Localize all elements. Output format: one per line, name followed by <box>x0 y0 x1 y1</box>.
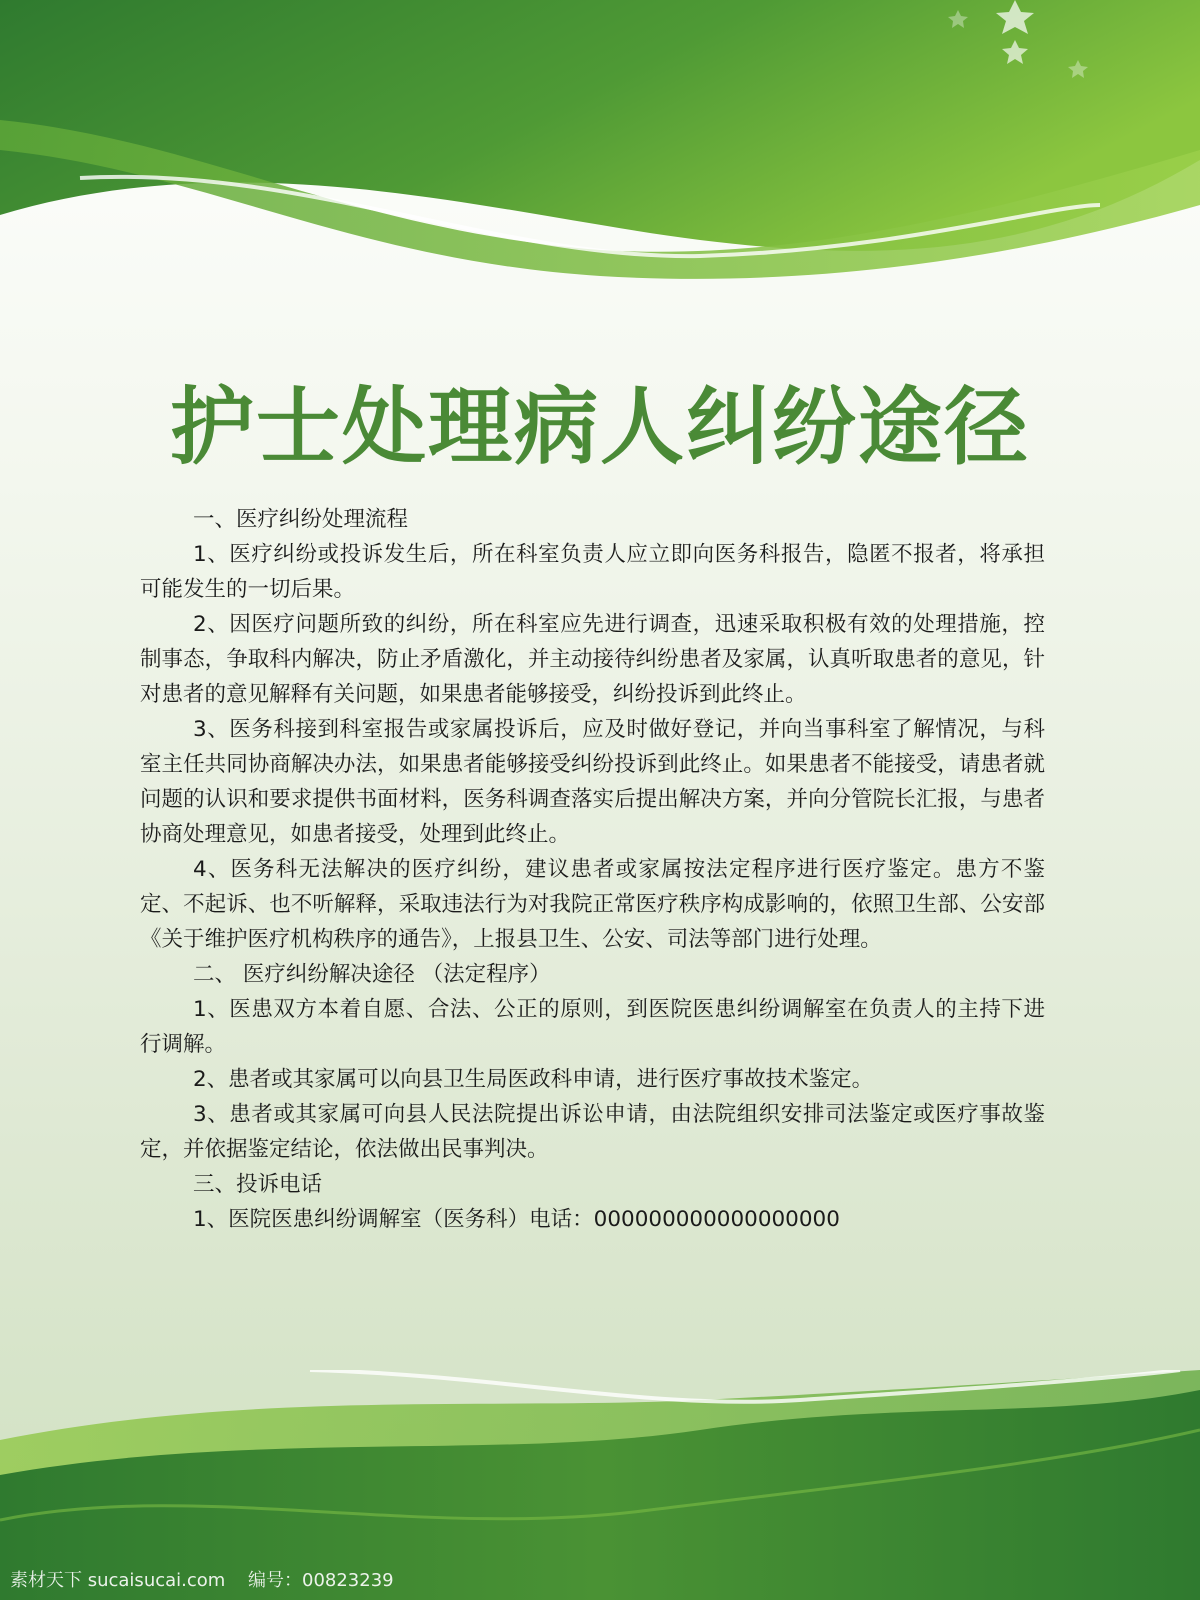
paragraph: 1、医疗纠纷或投诉发生后，所在科室负责人应立即向医务科报告，隐匿不报者，将承担可能发生的一切后果。 <box>140 542 1045 602</box>
paragraph: 3、患者或其家属可向县人民法院提出诉讼申请，由法院组织安排司法鉴定或医疗事故鉴定，并依据鉴定结论，依法做出民事判决。 <box>140 1102 1045 1162</box>
phone-line: 1、医院医患纠纷调解室（医务科）电话：000000000000000000 <box>193 1207 840 1232</box>
document-body <box>140 502 1045 1237</box>
section-heading: 二、 医疗纠纷解决途径 （法定程序） <box>193 962 551 987</box>
section-heading: 三、投诉电话 <box>193 1172 323 1197</box>
watermark <box>0 1556 520 1600</box>
page-title: 护士处理病人纠纷途径 <box>169 377 1030 476</box>
watermark-id: 编号：00823239 <box>248 1570 394 1591</box>
paragraph: 2、因医疗问题所致的纠纷，所在科室应先进行调查，迅速采取积极有效的处理措施，控制事态，争取科内解决，防止矛盾激化，并主动接待纠纷患者及家属，认真听取患者的意见，针对患者的意见解释有关问题，如果患者能够接受，纠纷投诉到此终止。 <box>140 612 1045 707</box>
section-heading: 一、医疗纠纷处理流程 <box>193 507 409 532</box>
paragraph: 2、患者或其家属可以向县卫生局医政科申请，进行医疗事故技术鉴定。 <box>193 1067 874 1092</box>
watermark-site: 素材天下 sucaisucai.com <box>10 1570 226 1591</box>
top-wave-banner <box>0 0 1200 290</box>
paragraph: 1、医患双方本着自愿、合法、公正的原则，到医院医患纠纷调解室在负责人的主持下进行调解。 <box>140 997 1045 1057</box>
paragraph: 3、医务科接到科室报告或家属投诉后，应及时做好登记，并向当事科室了解情况，与科室主任共同协商解决办法，如果患者能够接受纠纷投诉到此终止。如果患者不能接受，请患者就问题的认识和要求提供书面材料，医务科调查落实后提出解决方案，并向分管院长汇报，与患者协商处理意见，如患者接受，处理到此终止。 <box>140 717 1045 847</box>
paragraph: 4、医务科无法解决的医疗纠纷，建议患者或家属按法定程序进行医疗鉴定。患方不鉴定、不起诉、也不听解释，采取违法行为对我院正常医疗秩序构成影响的，依照卫生部、公安部《关于维护医疗机构秩序的通告》，上报县卫生、公安、司法等部门进行处理。 <box>140 857 1045 952</box>
